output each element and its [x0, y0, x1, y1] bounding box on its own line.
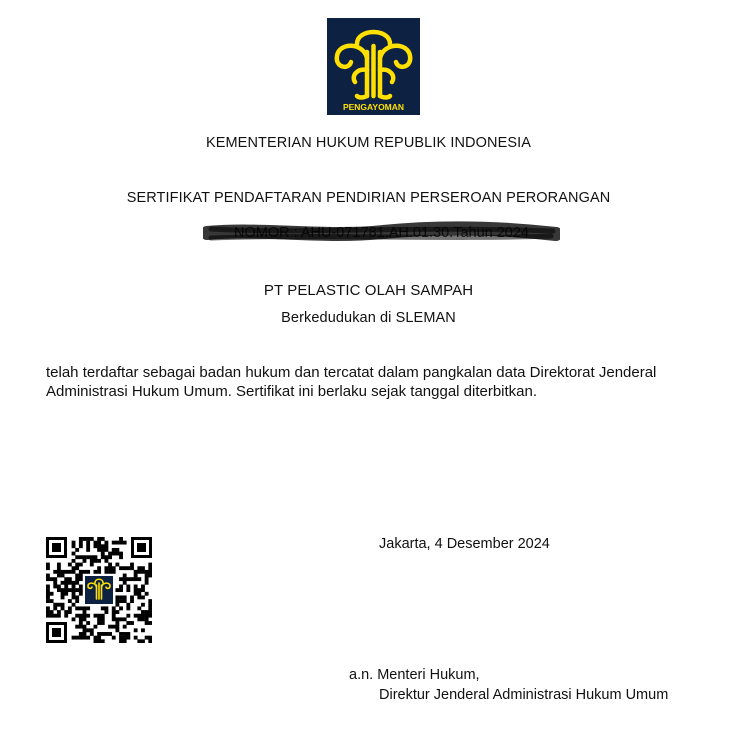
- qr-center-emblem-icon: [84, 575, 114, 605]
- ministry-name: KEMENTERIAN HUKUM REPUBLIK INDONESIA: [205, 135, 532, 151]
- signatory-title: Direktur Jenderal Administrasi Hukum Umum: [379, 687, 669, 703]
- certificate-number: NOMOR : AHU-071781.AH.01.30.Tahun 2024: [234, 225, 529, 241]
- registration-statement: telah terdaftar sebagai badan hukum dan tercatat dalam pangkalan data Direktorat Jenderal Administrasi Hukum Umum. Sertifikat ini berlaku sejak tanggal diterbitkan.: [46, 364, 657, 400]
- redaction-scribble: [203, 220, 560, 246]
- company-name: PT PELASTIC OLAH SAMPAH: [263, 282, 474, 299]
- certificate-number-block: [203, 220, 560, 246]
- pengayoman-emblem-icon: [327, 18, 420, 115]
- emblem-caption: PENGAYOMAN: [342, 102, 405, 112]
- certificate-title: SERTIFIKAT PENDAFTARAN PENDIRIAN PERSEROAN PERORANGAN: [126, 190, 611, 206]
- place-and-date: Jakarta, 4 Desember 2024: [379, 536, 550, 552]
- qr-code-icon: [46, 537, 152, 643]
- on-behalf-of: a.n. Menteri Hukum,: [349, 667, 480, 683]
- company-domicile: Berkedudukan di SLEMAN: [281, 310, 456, 326]
